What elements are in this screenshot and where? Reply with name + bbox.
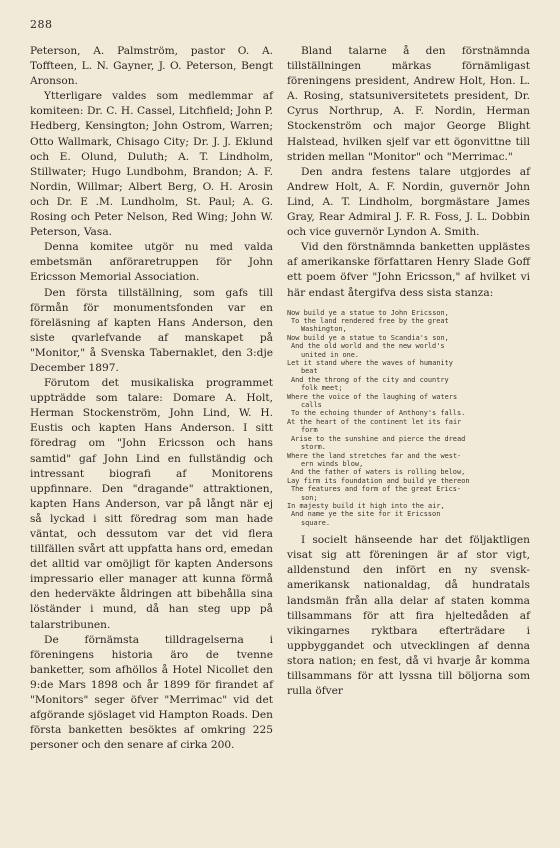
poem-line: Let it stand where the waves of humanity: [287, 359, 453, 368]
paragraph: Den andra festens talare utgjordes af Andrew Holt, A. F. Nordin, guvernör John Lind, A. T. Lindholm, borgmästare James Gray, Rear Admiral J. F. R. Foss, J. L. Dobbin och vice guvernör Lyndon A. Smith.: [287, 165, 530, 239]
page-number: 288: [30, 18, 53, 31]
paragraph: Förutom det musikaliska programmet uppträdde som talare: Domare A. Holt, Herman Stockenström, John Lind, W. H. Eustis och kapten Hans Anderson. I sitt föredrag om "John Ericsson och hans samtid" gaf John Lind en fullständig och intressant biografi af Monitorens uppfinnare. Den "dragande" attraktionen, kapten Hans Anderson, var på långt när ej så lyckad i sitt föredrag som man hade väntat, och dessutom var det vid flera tillfällen svårt att uppfatta hans ord, emedan det alltid var omöjligt för kapten Andersons impressario eller manager att kunna förmå den hederväkte åldringen att bibehålla sina löständer i mund, då han steg upp på talarstribunen.: [30, 377, 273, 631]
poem-line: Washington,: [301, 325, 347, 334]
poem-line: And the old world and the new world's: [291, 342, 445, 351]
poem-line: Where the land stretches far and the west-: [287, 451, 462, 460]
poem-line: In majesty build it high into the air,: [287, 501, 445, 510]
poem-line: To the land rendered free by the great: [291, 317, 449, 325]
right-column-prose-bottom: [287, 533, 530, 699]
poem-line: And name ye the site for it Ericsson: [291, 510, 441, 519]
paragraph: Ytterligare valdes som medlemmar af komiteen: Dr. C. H. Cassel, Litchfield; John P. Hedberg, Kensington; John Ostrom, Warren; Otto Wallmark, Chisago City; Dr. J. J. Eklund och E. Olund, Duluth; A. T. Lindholm, Stillwater; Hugo Lundbohm, Brandon; A. F. Nordin, Willmar; Albert Berg, O. H. Arosin och Dr. E .M. Lundholm, St. Paul; A. G. Rosing och Peter Nelson, Red Wing; John W. Peterson, Vasa.: [30, 90, 273, 239]
poem-line: united in one.: [301, 350, 360, 359]
paragraph: Denna komitee utgör nu med valda embetsmän anföraretruppen för John Ericsson Memorial Association.: [30, 241, 273, 284]
poem-line: son;: [301, 493, 318, 502]
paragraph: Bland talarne å den förstnämnda tillställningen märkas förnämligast föreningens president, Andrew Holt, Hon. L. A. Rosing, statsuniversitetets president, Dr. Cyrus Northrup, A. F. Nordin, Herman Stockenström och major George Blight Halstead, hvilken sjelf var ett ögonvittne till striden mellan "Monitor" och "Merrimac.": [287, 45, 530, 163]
poem-line: Now build ye a statue to Scandia's son,: [287, 333, 449, 342]
poem-line: To the echoing thunder of Anthony's falls.: [291, 409, 466, 418]
poem-line: beat: [301, 367, 318, 376]
poem-line: calls: [301, 401, 322, 410]
paragraph: Den första tillställning, som gafs till förmån för monumentsfonden var en föreläsning af kapten Hans Anderson, den siste qvarlefvande af manskapet på "Monitor," å Svenska Tabernaklet, den 3:dje December 1897.: [30, 286, 273, 374]
right-column-prose-top: [287, 44, 530, 301]
poem-line: And the throng of the city and country: [291, 375, 449, 384]
poem-line: And the father of waters is rolling below,: [291, 468, 466, 477]
paragraph: Peterson, A. Palmström, pastor O. A. Toffteen, L. N. Gayner, J. O. Peterson, Bengt Aronson.: [30, 45, 273, 88]
paragraph: De förnämsta tilldragelserna i föreningens historia äro de tvenne banketter, som afhöllos å Hotel Nicollet den 9:de Mars 1898 och år 1899 för firandet af "Monitors" seger öfver "Merrimac" vid det afgörande sjöslaget vid Hampton Roads. Den första banketten besöktes af omkring 225 personer och den senare af cirka 200.: [30, 633, 273, 752]
poem-line: storm.: [301, 443, 326, 452]
poem-stanza: [287, 309, 530, 528]
poem-line: form: [301, 426, 318, 435]
poem-line: Where the voice of the laughing of waters: [287, 392, 458, 401]
poem-line: The features and form of the great Erics-: [291, 485, 462, 494]
poem-line: ern winds blow,: [301, 459, 364, 468]
paragraph: I socielt hänseende har det följaktligen visat sig att föreningen är af stor vigt, alldenstund den infört en ny svensk-amerikansk nationaldag, då hundratals landsmän från alla delar af staten komma tillsammans för att fira hjeltedåden af vikingarnes ryktbara efterträdare i uppbyggandet och utvecklingen af denna stora nation; en fest, då vi hvarje år komma tillsammans för att lyssna till böljorna som rulla öfver: [287, 534, 530, 698]
poem-line: Now build ye a statue to John Ericsson,: [287, 308, 449, 317]
paragraph: Vid den förstnämnda banketten upplästes af amerikanske författaren Henry Slade Goff ett poem öfver "John Ericsson," af hvilket vi här endast återgifva dess sista stanza:: [287, 241, 530, 299]
poem-line: square.: [301, 518, 331, 527]
poem-line: Lay firm its foundation and build ye thereon: [287, 476, 470, 485]
poem-line: At the heart of the continent let its fair: [287, 417, 462, 426]
left-column: [30, 44, 273, 753]
poem-line: folk meet;: [301, 384, 343, 393]
right-column: [287, 44, 530, 699]
poem-line: Arise to the sunshine and pierce the dread: [291, 434, 466, 443]
